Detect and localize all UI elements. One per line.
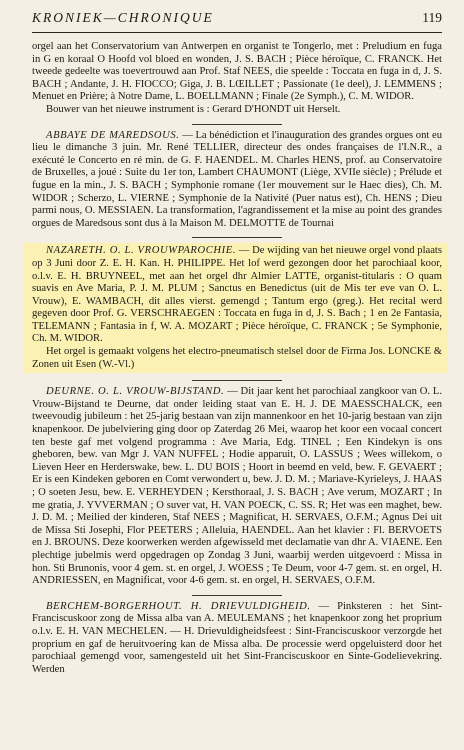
entry-text: — De wijding van het nieuwe orgel vond plaats op 3 Juni door Z. E. H. Kan. H. PHILIPPE. Het lof werd gezongen door het parochiaal koor, o.l.v. E. H. BRUYNEEL, met aan het orgel dhr Almier LATTE, organist-titularis : O quam suavis en Ave Maria, P. J. M. PLUM ; Sanctus en Benedictus (uit de Mis ter eve van O. L. Vrouw), E. WAMBACH, dit alles vierst. gemengd ; Tantum ergo (greg.). Het recital werd gegeven door Prof. G. VERSCHRAEGEN : Toccata en fuga in d, J. S. Bach ; 1 en 2e Fantasia, TELEMANN ; Fantasia in f, W. A. MOZART ; Pièce héroïque, C. FRANCK ; 5e Symphonie, Ch. M. WIDOR. xyxy=(32,245,442,345)
entry-text: — Dit jaar kent het parochiaal zangkoor van O. L. Vrouw-Bijstand te Deurne, dat onder leiding staat van E. H. J. DE MAESSCHALCK, een tweevoudig jubileum : het 25-jarig bestaan van zijn mannenkoor en het 10-jarig bestaan van zijn knapenkoor. De jubelviering ging door op Zaterdag 26 Mei, waarop het koor een vocaal concert ten beste gaf met volgend programma : Ave Maria, Edg. TINEL ; Een Kindekyn is ons gheboren, bew. van Mgr J. VAN NUFFEL ; Hodie apparuit, O. LASSUS ; Wees willekom, o Lieven Heer en Herderswake, bew. L. DU BOIS ; Hoort in beemd en veld, bew. F. GEVAERT ; Er is een Kindeken geboren en Comt verwondert u, bew. J. D. M. ; Mariave-Kyrieleys, J. HAAS ; O soeten Jesu, bew. E. VERHEYDEN ; Kersthoraal, J. S. BACH ; Ave verum, MOZART ; In me gratia, J. YVVERMAN ; O suver vat, H. VAN POECK, C. SS. R; Het was een maghet, bew. J. D. M. ; Meilied der kinderen, Staf NEES ; Magnificat, H. SERVAES, O.F.M.; Agnus Dei uit de Missa Sti Josephi, Flor PEETERS ; Alleluia, HAENDEL. Aan het klavier : Fl. BERVOETS en J. BROUNS. Deze koorwerken werden afgewisseld met declamatie van dhr A. VIAENE. Een plechtige jubelmis werd opgedragen op Zondag 3 Juni, waarbij werden uitgevoerd : Missa in hon. Sti Brunonis, voor 4 gem. st. en orgel, J. WOESS ; Te Deum, voor 4-7 gem. st. en orgel, H. ANDRIESSEN, en Magnificat, voor 4-6 gem. st. en orgel, H. SERVAES, O.F.M. xyxy=(32,386,442,587)
entry-text: — Pinksteren : het Sint-Franciscuskoor zong de Missa alba van A. MEULEMANS ; het knapenkoor zong het proprium o.l.v. E. H. VAN MECHELEN. — H. Drievuldigheidsfeest : Sint-Franciscuskoor verzorgde het proprium en gaf de heruitvoering kan de Missa alba. De processie werd opgeluisterd door het parochiaal gemengd voor, samengesteld uit het Sint-Franciscuskoor en Sinte-Godelievekring. Werden xyxy=(32,600,442,675)
page-number: 119 xyxy=(422,10,442,25)
running-head-title: KRONIEK—CHRONIQUE xyxy=(32,10,214,25)
intro-entry xyxy=(32,41,442,117)
section-divider xyxy=(192,595,282,596)
entry-heading: ABBAYE DE MAREDSOUS. xyxy=(46,129,180,141)
entry-text: — La bénédiction et l'inauguration des grandes orgues ont eu lieu le dimanche 3 juin. Mr. René TELLIER, directeur des ondes françaises de l'I.N.R., a exécuté le Concerto en ré min. de G. F. HAENDEL. M. Charles HENS, prof. au Conservatoire de Bruxelles, a joué : Suite du 1er ton, Lambert CHAUMONT (Liège, XVIIe siècle) ; Prélude et fugue en la min., J. S. BACH ; Symphonie romane (1er mouvement sur le Haec dies), Ch. M. WIDOR ; Scherzo, L. VIERNE ; Symphonie de la Nativité (Puer natus est), Ch. HENS ; Dieu parmi nous, O. MESSIAEN. La transformation, l'agrandissement et la mise au point des grandes orgues de Maredsous sont dus à la Maison M. DELMOTTE de Tournai xyxy=(32,129,443,229)
entry-heading: BERCHEM-BORGERHOUT. H. DRIEVULDIGHEID. xyxy=(46,600,311,612)
entry-text: Het orgel is gemaakt volgens het electro-pneumatisch stelsel door de Firma Jos. LONCKE & Zonen uit Esen (W.-Vl.) xyxy=(32,346,442,370)
entry-heading: NAZARETH. O. L. VROUWPAROCHIE. xyxy=(46,245,237,257)
intro-paragraph: Bouwer van het nieuwe instrument is : Gerard D'HONDT uit Herselt. xyxy=(46,103,341,115)
entry-heading: DEURNE. O. L. VROUW-BIJSTAND. xyxy=(46,386,225,398)
section-divider xyxy=(192,237,282,238)
entry-nazareth xyxy=(24,243,448,373)
article-body xyxy=(32,41,442,676)
intro-paragraph: orgel aan het Conservatorium van Antwerpen en organist te Tongerlo, met : Preludium en fuga in G en koraal O Hoofd vol bloed en wonden, J. S. BACH ; Pièce héroïque, C. FRANCK. Het tweede gedeelte was toevertrouwd aan Prof. Staf NEES, die speelde : Toccata en fuga in d, J. S. BACH ; Andante, J. H. FIOCCO; Giga, J. B. LŒILLET ; Passionate (1e deel), J. LEMMENS ; Menuet en Prière; à Notre Dame, L. BOELLMANN ; Finale (2e Symph.), C. M. WIDOR. xyxy=(32,41,442,103)
entry-maredsous xyxy=(32,130,442,231)
section-divider xyxy=(192,380,282,381)
entry-deurne xyxy=(32,386,442,588)
running-head xyxy=(32,10,442,33)
entry-berchem xyxy=(32,601,442,677)
section-divider xyxy=(192,124,282,125)
